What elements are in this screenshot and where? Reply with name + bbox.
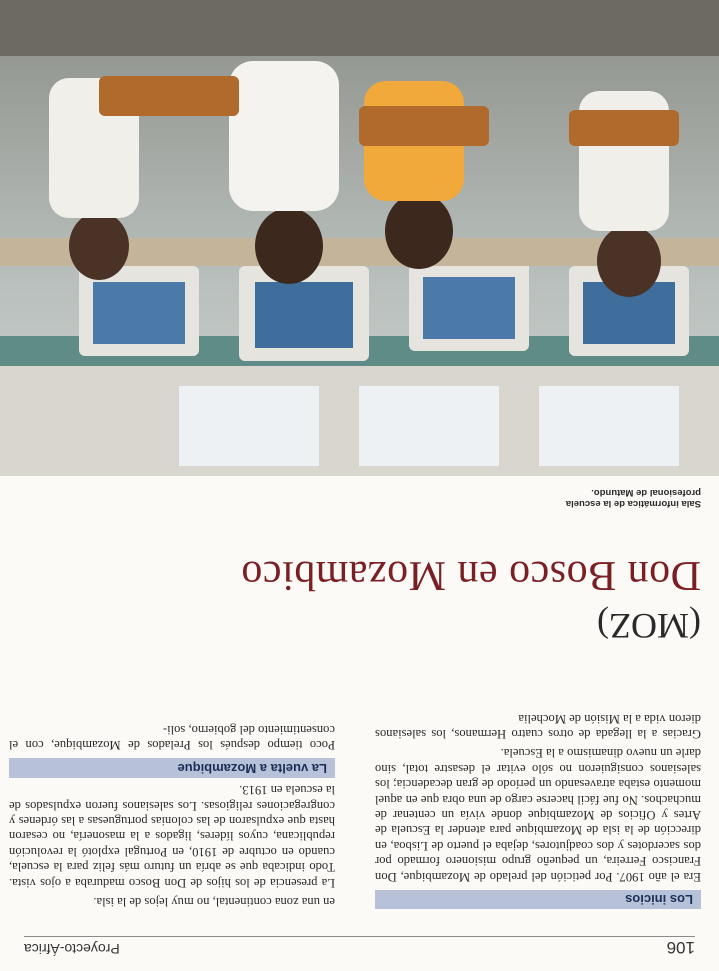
paragraph: La presencia de los hijos de Don Bosco maduraba a ojos vista. Todo indicaba que se abría un futuro más feliz para la escuela, cuando en octubre de 1910, en Portugal explotó la revolución republicana, cuyos líderes, ligados a la masonería, no cesaron hasta que expulsaron de las colonias portuguesas a las órdenes y congregaciones religiosas. Los salesianos fueron expulsados de la escuela en 1913. [9, 783, 335, 890]
paragraph: Poco tiempo después los Prelados de Mozambique, con el consentimiento del gobierno, soli- [9, 722, 335, 753]
header-rule [24, 936, 695, 937]
paragraph: Gracias a la llegada de otros cuatro Hermanos, los salesianos dieron vida a la Misión de Mochelia [375, 711, 701, 741]
classroom-photo [0, 0, 719, 476]
page-number: 106 [666, 938, 695, 957]
classroom-illustration [0, 0, 719, 476]
text-column-right [9, 718, 335, 909]
page-subtitle: (MOZ) [597, 606, 701, 646]
running-header: Proyecto-África [24, 941, 120, 957]
section-heading-los-inicios: Los inicios [375, 890, 701, 909]
paragraph: en una zona continental, no muy lejos de la isla. [93, 895, 335, 909]
photo-caption: Sala informática de la escuela profesional de Matundo. [565, 487, 701, 509]
paragraph: Era el año 1907. Por petición del prelado de Mozambique, Don Francisco Ferreira, un pequeño grupo misionero formado por dos sacerdotes y dos coadjutores, dejaba el puerto de Lisboa, en dirección de la isla de Mozambique para atender la Escuela de Artes y Oficios de Mozambique donde vivía un centenar de muchachos. No fue fácil hacerse cargo de una obra que en aquel momento estaba atravesando un período de gran decadencia; los salesianos consiguieron no sólo evitar el desastre total, sino darle un nuevo dinamismo a la Escuela. [375, 746, 701, 884]
page-title: Don Bosco en Mozambico [240, 552, 701, 598]
text-column-left [375, 706, 701, 909]
section-heading-la-vuelta: La vuelta a Mozambique [9, 758, 335, 777]
